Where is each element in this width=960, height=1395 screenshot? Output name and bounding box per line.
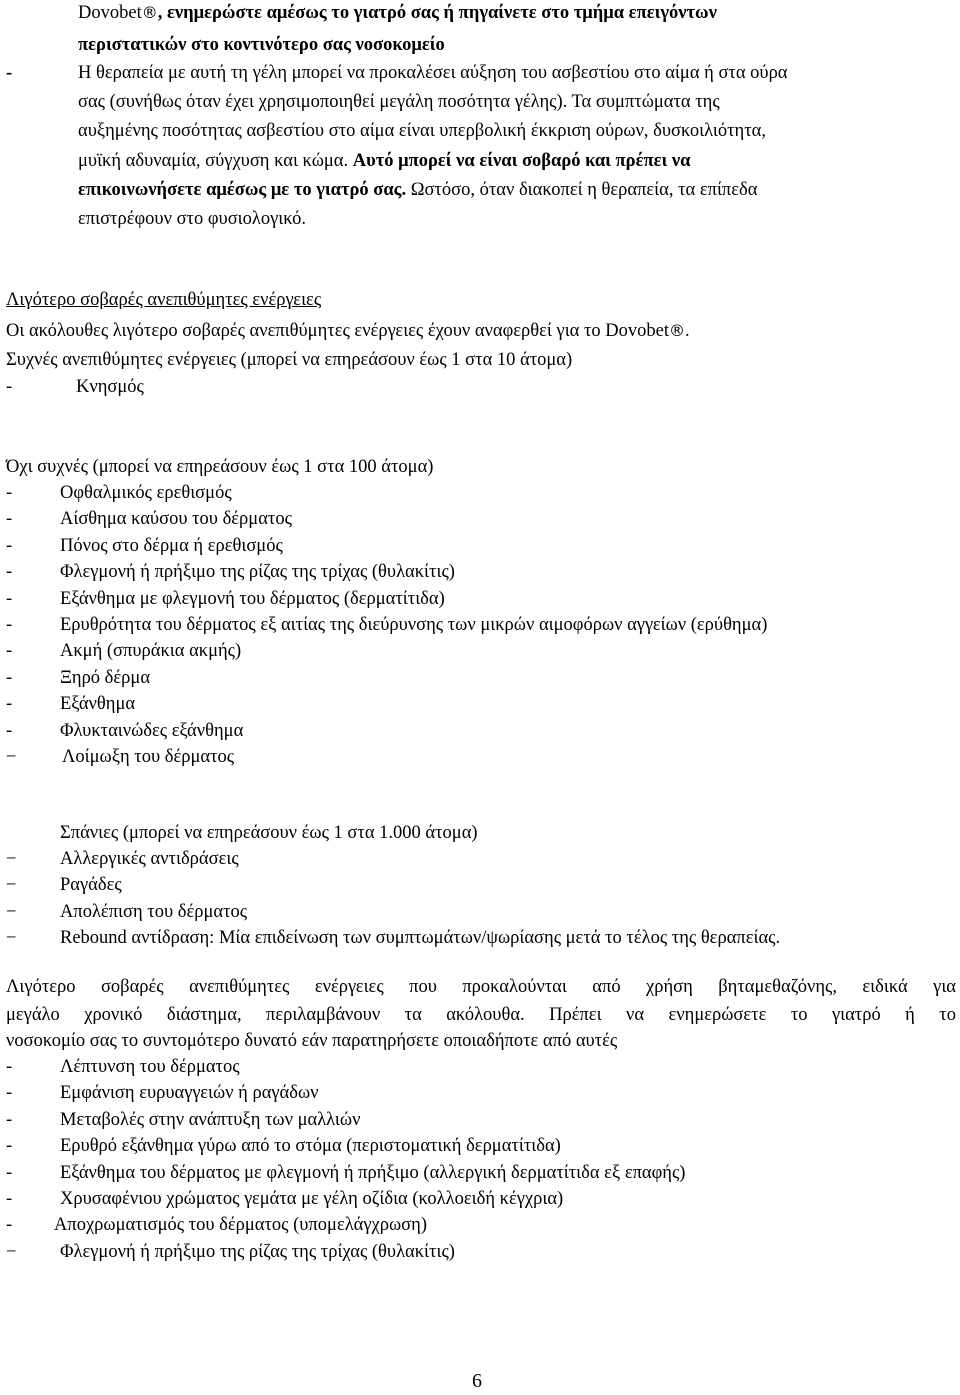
list-item: Αίσθημα καύσου του δέρματος	[60, 509, 292, 530]
list-item: Ερυθρό εξάνθημα γύρω από το στόμα (περιστοματική δερματίτιδα)	[60, 1136, 561, 1157]
less-serious-intro-end: .	[685, 321, 690, 341]
list-dash: −	[6, 875, 17, 896]
list-dash: -	[6, 509, 13, 530]
list-item: Ερυθρότητα του δέρματος εξ αιτίας της διεύρυνσης των μικρών αιμοφόρων αγγείων (ερύθημα)	[60, 615, 768, 635]
list-dash: -	[6, 694, 13, 715]
list-dash: -	[6, 667, 13, 688]
list-item: Απολέπιση του δέρματος	[60, 901, 248, 922]
bullet-line-4-bold: Αυτό μπορεί να είναι σοβαρό και πρέπει να	[352, 151, 691, 171]
list-dash: -	[6, 1215, 13, 1236]
list-dash: -	[6, 641, 13, 662]
bullet-line-3: αυξημένης ποσότητας ασβεστίου στο αίμα είναι υπερβολική έκκριση ούρων, δυσκοιλιότητα,	[78, 121, 766, 141]
list-dash: -	[6, 1057, 13, 1077]
list-item: Εξάνθημα	[60, 694, 136, 715]
steroid-paragraph-line-2: μεγάλο χρονικό διάστημα, περιλαμβάνουν τα ακόλουθα. Πρέπει να ενημερώσετε το γιατρό ή το	[6, 1005, 956, 1025]
registered-mark: ®	[141, 3, 158, 22]
list-dash: -	[6, 615, 13, 635]
list-item: Αλλεργικές αντιδράσεις	[60, 849, 239, 869]
list-dash: -	[6, 483, 13, 503]
intro-line-1-bold: , ενημερώστε αμέσως το γιατρό σας ή πηγαίνετε στο τμήμα επειγόντων	[157, 3, 717, 23]
list-dash: −	[6, 928, 17, 949]
bullet-line-5	[78, 177, 757, 204]
steroid-paragraph-line-3: νοσοκομίο σας το συντομότερο δυνατό εάν παρατηρήσετε οποιαδήποτε από αυτές	[6, 1031, 618, 1051]
list-item: Εμφάνιση ευρυαγγειών ή ραγάδων	[60, 1083, 319, 1104]
rare-heading: Σπάνιες (μπορεί να επηρεάσουν έως 1 στα 1.000 άτομα)	[60, 823, 478, 843]
common-heading: Συχνές ανεπιθύμητες ενέργειες (μπορεί να επηρεάσουν έως 1 στα 10 άτομα)	[6, 350, 573, 370]
bullet-line-4-text: μυϊκή αδυναμία, σύγχυση και κώμα.	[78, 151, 349, 171]
registered-mark: ®	[669, 321, 686, 340]
section-heading-less-serious: Λιγότερο σοβαρές ανεπιθύμητες ενέργειες	[6, 290, 322, 310]
list-item: Οφθαλμικός ερεθισμός	[60, 483, 232, 503]
list-item: Ραγάδες	[60, 875, 122, 896]
list-item: Ξηρό δέρμα	[60, 667, 151, 688]
intro-line-2: περιστατικών στο κοντινότερο σας νοσοκομείο	[78, 35, 445, 55]
list-item: Φλυκταινώδες εξάνθημα	[60, 720, 244, 741]
list-dash: -	[6, 1189, 13, 1209]
common-item: Κνησμός	[76, 377, 144, 397]
list-dash: −	[6, 901, 17, 922]
steroid-paragraph-line-1: Λιγότερο σοβαρές ανεπιθύμητες ενέργειες που προκαλούνται από χρήση βηταμεθαζόνης, ειδικά για	[6, 977, 956, 997]
list-dash: -	[6, 377, 13, 397]
less-serious-intro	[6, 318, 690, 345]
list-item: Φλεγμονή ή πρήξιμο της ρίζας της τρίχας (θυλακίτις)	[60, 1241, 455, 1262]
brand-name: Dovobet	[78, 3, 142, 23]
list-item: Μεταβολές στην ανάπτυξη των μαλλιών	[60, 1109, 361, 1130]
bullet-line-5-text: Ωστόσο, όταν διακοπεί η θεραπεία, τα επίπεδα	[410, 180, 758, 200]
list-item: Πόνος στο δέρμα ή ερεθισμός	[60, 535, 283, 556]
bullet-line-2: σας (συνήθως όταν έχει χρησιμοποιηθεί μεγάλη ποσότητα γέλης). Τα συμπτώματα της	[78, 92, 720, 112]
list-item: Αποχρωματισμός του δέρματος (υπομελάγχρωση)	[54, 1215, 427, 1236]
less-serious-intro-text: Οι ακόλουθες λιγότερο σοβαρές ανεπιθύμητες ενέργειες έχουν αναφερθεί για το Dovobet	[6, 321, 670, 341]
list-item: Χρυσαφένιου χρώματος γεμάτα με γέλη οζίδια (κολλοειδή κέγχρια)	[60, 1189, 564, 1209]
list-dash: −	[6, 849, 17, 869]
list-item: Rebound αντίδραση: Μία επιδείνωση των συμπτωμάτων/ψωρίασης μετά το τέλος της θεραπείας.	[60, 928, 781, 949]
intro-line-1	[78, 0, 717, 27]
list-item: Ακμή (σπυράκια ακμής)	[60, 641, 242, 662]
uncommon-heading: Όχι συχνές (μπορεί να επηρεάσουν έως 1 στα 100 άτομα)	[6, 457, 434, 477]
bullet-line-6: επιστρέφουν στο φυσιολογικό.	[78, 209, 307, 229]
bullet-line-5-bold: επικοινωνήσετε αμέσως με το γιατρό σας.	[78, 180, 407, 200]
list-dash: -	[6, 1162, 13, 1183]
list-item: Εξάνθημα του δέρματος με φλεγμονή ή πρήξιμο (αλλεργική δερματίτιδα εξ επαφής)	[60, 1162, 686, 1183]
list-dash: −	[6, 1241, 17, 1262]
list-dash: -	[6, 1109, 13, 1130]
list-item: Λοίμωξη του δέρματος	[62, 747, 235, 767]
list-item: Λέπτυνση του δέρματος	[60, 1057, 240, 1077]
bullet-dash: -	[6, 63, 13, 83]
list-dash: -	[6, 588, 13, 609]
list-dash: -	[6, 535, 13, 556]
list-dash: −	[6, 747, 17, 767]
list-item: Φλεγμονή ή πρήξιμο της ρίζας της τρίχας (θυλακίτις)	[60, 562, 455, 583]
list-item: Εξάνθημα με φλεγμονή του δέρματος (δερματίτιδα)	[60, 588, 445, 609]
page-number: 6	[472, 1370, 482, 1392]
list-dash: -	[6, 1136, 13, 1157]
bullet-line-1: Η θεραπεία με αυτή τη γέλη μπορεί να προκαλέσει αύξηση του ασβεστίου στο αίμα ή στα ούρα	[78, 63, 788, 83]
list-dash: -	[6, 1083, 13, 1104]
bullet-line-4	[78, 148, 690, 175]
list-dash: -	[6, 720, 13, 741]
list-dash: -	[6, 562, 13, 583]
